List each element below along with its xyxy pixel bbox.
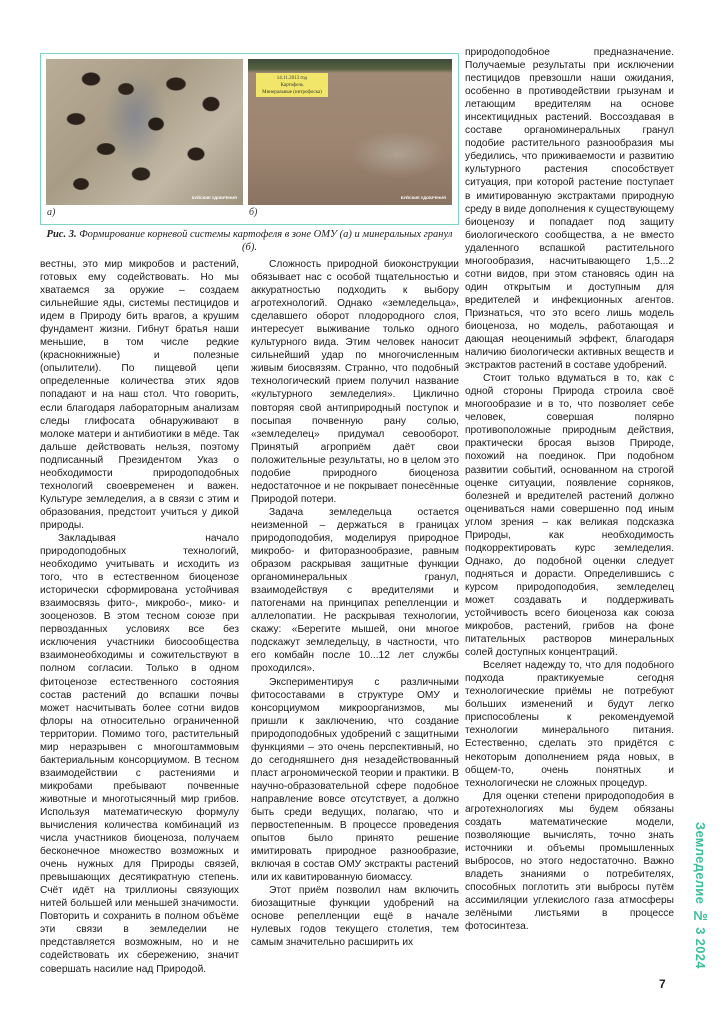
figure-3 bbox=[40, 53, 459, 225]
photo-potato-roots-mineral bbox=[248, 59, 452, 205]
paragraph: Этот приём позволил нам включить биозащитные функции удобрений на основе репелленции ещё в начале нулевых годов текущего столетия, тем самым значительно расширить их bbox=[251, 885, 459, 949]
label-card-line: Минеральные (нитрофоска) bbox=[262, 90, 322, 95]
label-card-line: Картофель bbox=[280, 83, 304, 88]
paragraph: Стоит только вдуматься в то, как с одной стороны Природа строила своё многообразие и в то, что позволяет себе человек, совершая полярно противоположные природным действия, практически бросая вызов Природе, похожий на поединок. При подобном развитии событий, основанном на строгой оценке ситуации, появление сорняков, болезней и вредителей растений должно оцениваться нами совершенно под иным углом зрения – как великая подсказка Природы, как необходимость подкорректировать курс земледелия. Однако, до подобной оценки следует подняться и дорасти. Определившись с курсом природоподобия, земледелец может создавать и поддерживать устойчивость всего биоценоза как союза микробов, растений, грибов на фоне питательных растворов минеральных солей доступных концентраций. bbox=[465, 373, 674, 659]
figure-number: Рис. 3. bbox=[46, 229, 77, 240]
paragraph: Сложность природной биоконструкции обязывает нас с особой тщательностью и аккуратностью подходить к выбору агротехнологий. Однако «земледельца», сделавшего оборот плодородного слоя, интересует выживание только одного культурного вида. Этим человек наносит сильнейший удар по многочисленным живым биосвязям. Странно, что подобный технологический прием получил название «культурного земледелия». Циклично повторяя свой антиприродный поступок и посыпая почвенную рану солью, «земледелец» придумал севооборот. Принятый агроприём даёт свои положительные результаты, но в целом это подобие природного биоценоза недостаточное и не покрывает понесённые Природой потери. bbox=[251, 259, 459, 505]
figure-caption bbox=[40, 228, 459, 254]
journal-issue-label: Земледелие № 3 2024 bbox=[693, 822, 708, 969]
panel-a-label: а) bbox=[47, 207, 56, 218]
photo-watermark: БУЙСКИЕ УДОБРЕНИЯ bbox=[191, 195, 237, 200]
text-column-1 bbox=[40, 258, 239, 976]
paragraph: Задача земледельца остается неизменной – держаться в границах природоподобия, моделируя природное микробо- и фиторазнообразие, равным образом раскрывая защитные функции органоминеральных гранул, взаимодействуя с вредителями и патогенами на принципах репелленции и аллелопатии. Не раскрывая технологии, скажу: «Берегите мышей, они многое подскажут земледельцу, в частности, что его комбайн после 10...12 лет службы проходился». bbox=[251, 506, 459, 675]
text-column-2 bbox=[251, 258, 459, 949]
paragraph: Вселяет надежду то, что для подобного подхода практикуемые сегодня технологические приёмы не потребуют больших изменений и будут легко приспособлены к рекомендуемой технологии минерального питания. Естественно, сделать это придётся с некоторым дополнением ряда новых, в общем-то, очень понятных и технологически не сложных процедур. bbox=[465, 660, 674, 789]
paragraph: Для оценки степени природоподобия в агротехнологиях мы будем обязаны создать математические модели, позволяющие вычислять, точно знать источники и объемы промышленных выбросов, но этого недостаточно. Важно владеть знаниями о потребителях, способных поглотить эти выбросы путём ассимиляции углекислого газа атмосферы зелёными листьями в процессе фотосинтеза. bbox=[465, 790, 674, 933]
label-card-line: 14.11.2013 год bbox=[276, 76, 308, 81]
panel-b-label: б) bbox=[249, 207, 258, 218]
text-column-3 bbox=[465, 46, 674, 933]
paragraph: природоподобное предназначение. Получаемые результаты при исключении пестицидов превзошли наши ожидания, особенно в противодействии грызунам и летающим вредителям на основе инсектицидных растений. Воссоздавая в составе органоминеральных гранул подобие растительного разнообразия мы убедились, что приживаемости и развитию культурного растения способствует ситуация, при которой растение поступает в имитированную экстрактами природную среду в виде дополнения к существующему биоценозу и попадает под защиту биологического сообщества, а не вместо удаленного вспашкой растительного многообразия, насчитывающего 1,5...2 сотни видов, при этом становясь один на один открытым и доступным для вредителей и инфекционных агентов. Признаться, что это всего лишь модель биоценоза, но модель, работающая и дающая неоценимый эффект, благодаря наличию биологически активных веществ и экстрактов растений в составе удобрений. bbox=[465, 47, 674, 372]
photo-label-card bbox=[256, 73, 328, 97]
paragraph: вестны, это мир микробов и растений, готовых ему содействовать. Но мы хватаемся за оружие – создаем сильнейшие яды, системы пестицидов и идем в Природу бить врагов, а крушим фундамент жизни. Гибнут братья наши меньшие, в том числе редкие (краснокнижные) и полезные (опылители). По пищевой цепи определенные количества этих ядов попадают и на наш стол. Что говорить, если благодаря лабораторным анализам следы глифосата обнаруживают в молоке матери и антибиотики в мёде. Так дальше действовать нельзя, поэтому подписанный Президентом Указ о необходимости природоподобных технологий своевременен и важен. Культуре земледелия, а в связи с этим и образования, предстоит учиться у дикой природы. bbox=[40, 259, 239, 531]
figure-caption-text: Формирование корневой системы картофеля в зоне ОМУ (а) и минеральных гранул (б). bbox=[76, 229, 453, 253]
photo-watermark: БУЙСКИЕ УДОБРЕНИЯ bbox=[400, 195, 446, 200]
page-number: 7 bbox=[659, 977, 666, 991]
photo-potato-roots-omu bbox=[46, 59, 243, 205]
paragraph: Экспериментируя с различными фитосоставами в структуре ОМУ и консорциумом микроорганизмов, мы пришли к заключению, что создание природоподобных удобрений с защитными функциями – это очень перспективный, но до сегодняшнего дня незадействованный пласт агрономической теории и практики. В научно-образовательной сфере подобное направление вовсе отсутствует, а должно быть среди ведущих, полагаю, что и первостепенным. В процессе проведения опытов было принято решение имитировать природное разнообразие, включая в состав ОМУ экстракты растений или их кавитированную биомассу. bbox=[251, 676, 459, 884]
paragraph: Закладывая начало природоподобных технологий, необходимо учитывать и исходить из того, что в естественном биоценозе исторически сформирована устойчивая взаимосвязь фито-, микробо-, мико- и зооценозов. В этом тесном союзе при первозданных условиях все без исключения участники биосообщества взаимонеобходимы и сожительствуют в полном согласии. Только в одном фитоценозе естественного состояния состав растений до вспашки почвы может насчитывать более сотни видов флоры на относительно ограниченной территории. Помимо того, растительный мир неразрывен с многоштаммовым бактериальным консорциумом. В тесном взаимодействии с растениями и микробами пребывают почвенные животные и многотысячный мир грибов. Используя математическую формулу вычисления количества комбинаций из числа участников биоценоза, получаем бесконечное множество возможных и очень нужных для Природы связей, превышающих десятикратную степень. Счёт идёт на триллионы связующих нитей большей или меньшей значимости. Повторить и сохранить в полном объёме эти связи в земледелии не представляется возможным, но и не содействовать их сбережению, значит совершать насилие над Природой. bbox=[40, 532, 239, 975]
